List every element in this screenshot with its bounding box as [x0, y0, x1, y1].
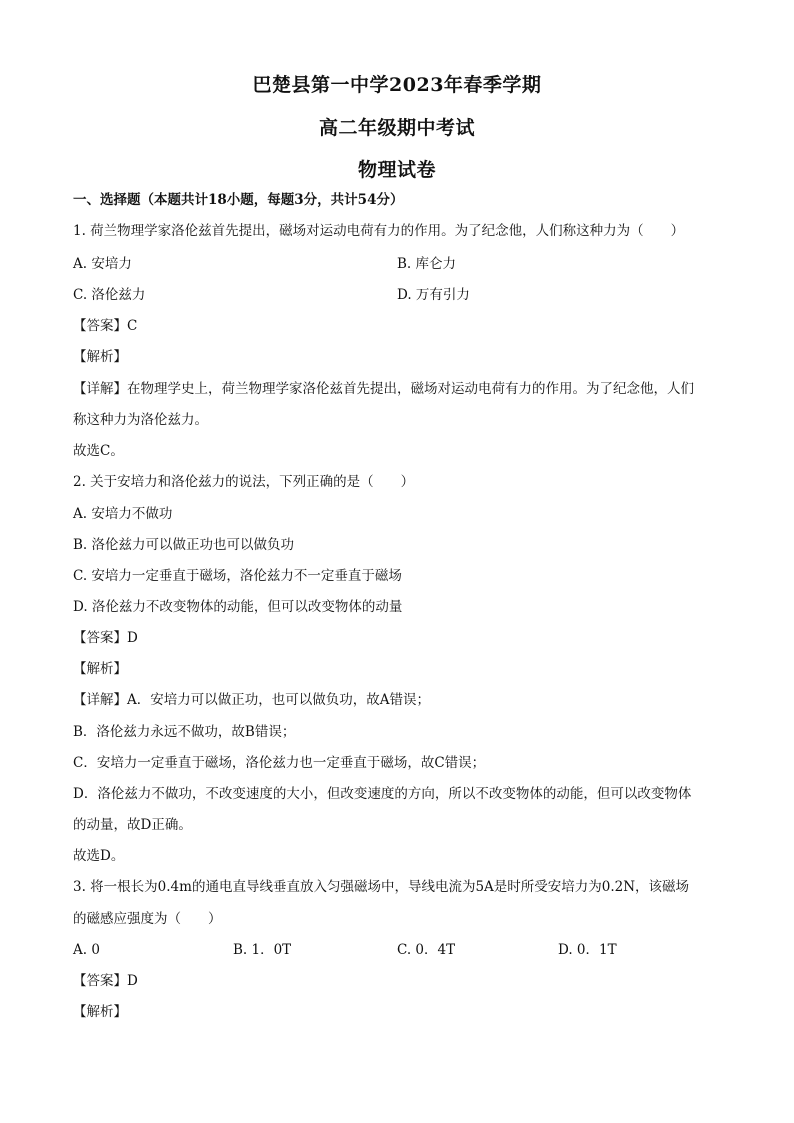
question-3-option-b: B. 1．0T [233, 942, 292, 958]
question-2-conclusion: 故选D。 [73, 848, 125, 864]
question-1-answer: 【答案】C [73, 318, 138, 334]
question-3-stem-line-2: 的磁感应强度为（ ） [73, 911, 222, 927]
question-3-analysis-label: 【解析】 [73, 1004, 127, 1020]
question-1-detail-line-2: 称这种力为洛伦兹力。 [73, 412, 208, 428]
exam-school-title: 巴楚县第一中学2023年春季学期 [252, 74, 542, 96]
question-1-analysis-label: 【解析】 [73, 349, 127, 365]
question-2-detail-c: C．安培力一定垂直于磁场，洛伦兹力也一定垂直于磁场，故C错误； [73, 755, 486, 771]
question-2-option-a: A. 安培力不做功 [73, 506, 173, 522]
question-1-stem: 1. 荷兰物理学家洛伦兹首先提出，磁场对运动电荷有力的作用。为了纪念他，人们称这种力为（ ） [73, 223, 685, 239]
exam-subject-title: 物理试卷 [357, 159, 436, 181]
question-1-option-a: A. 安培力 [73, 256, 132, 272]
question-2-stem: 2. 关于安培力和洛伦兹力的说法，下列正确的是（ ） [73, 474, 415, 490]
question-3-option-a: A. 0 [73, 942, 100, 958]
question-1-detail-line-1: 【详解】在物理学史上，荷兰物理学家洛伦兹首先提出，磁场对运动电荷有力的作用。为了纪念他，人们 [73, 381, 694, 397]
question-1-option-d: D. 万有引力 [397, 287, 470, 303]
question-3-option-c: C. 0．4T [397, 942, 456, 958]
question-1-option-b: B. 库仑力 [397, 256, 457, 272]
question-2-detail-b: B．洛伦兹力永远不做功，故B错误； [73, 724, 296, 740]
section-heading: 一、选择题（本题共计18小题，每题3分，共计54分） [73, 192, 404, 208]
question-2-detail-d-line-1: D．洛伦兹力不做功，不改变速度的大小，但改变速度的方向，所以不改变物体的动能，但可以改变物体 [73, 786, 692, 802]
question-2-option-d: D. 洛伦兹力不改变物体的动能，但可以改变物体的动量 [73, 599, 403, 615]
question-2-detail-d-line-2: 的动量，故D正确。 [73, 817, 192, 833]
question-1-conclusion: 故选C。 [73, 443, 124, 459]
exam-grade-title: 高二年级期中考试 [318, 117, 475, 139]
question-2-option-c: C. 安培力一定垂直于磁场，洛伦兹力不一定垂直于磁场 [73, 568, 402, 584]
question-3-stem-line-1: 3. 将一根长为0.4m的通电直导线垂直放入匀强磁场中，导线电流为5A是时所受安培力为0.2N，该磁场 [73, 879, 690, 895]
question-2-analysis-label: 【解析】 [73, 661, 127, 677]
question-2-answer: 【答案】D [73, 630, 138, 646]
question-3-answer: 【答案】D [73, 973, 138, 989]
question-1-option-c: C. 洛伦兹力 [73, 287, 146, 303]
question-2-detail-a: 【详解】A．安培力可以做正功，也可以做负功，故A错误； [73, 692, 430, 708]
question-2-option-b: B. 洛伦兹力可以做正功也可以做负功 [73, 537, 295, 553]
question-3-option-d: D. 0．1T [558, 942, 617, 958]
